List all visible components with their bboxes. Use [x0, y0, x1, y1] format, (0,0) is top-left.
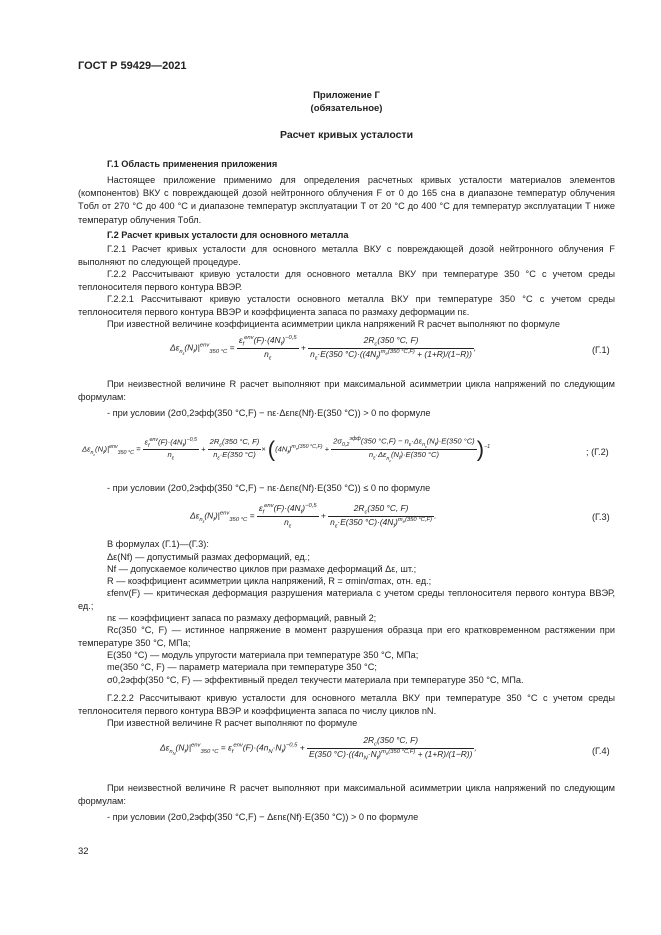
condition-3: - при условии (2σ0,2эфф(350 °C,F) − Δεnε(Nf)·E(350 °C)) > 0 по формуле: [107, 812, 419, 822]
paragraph-g222: Г.2.2.2 Рассчитывают кривую усталости для основного металла ВКУ при температуре 350 °C с учетом среды теплоносителя первого контура ВВЭР и коэффициента запаса по числу циклов nN.: [78, 693, 615, 717]
formula-g1: $\Delta\varepsilon_{n_\varepsilon}(N_f)|^{env}_{350 ^\circ C}$ = $\frac{\varepsilon_f^{env}(F)\cdot(4N_f)^{-0,5}}{n_\varepsilon}$ + $\frac{2R_c(350 ^\circ C, F)}{n_\varepsilon\cdot E(350 ^\circ C)\cdot((4N_f)^{m_e(350 ^\circ C,F)} + (1+R)/(1-R))}$ ,: [170, 335, 477, 362]
formula-g3: $\Delta\varepsilon_{n_\varepsilon}(N_f)|^{env}_{350 ^\circ C}$ = $\frac{\varepsilon_f^{env}(F)\cdot(4N_f)^{-0,5}}{n_\varepsilon}$ + $\frac{2R_c(350 ^\circ C, F)}{n_\varepsilon\cdot E(350 ^\circ C)\cdot(4N_f)^{m_e(350 ^\circ C,F)}}$ .: [190, 503, 437, 530]
legend-item: E(350 °C) — модуль упругости материала при температуре 350 °C, МПа;: [107, 650, 419, 660]
formula-g2: $\Delta\varepsilon_{n_\varepsilon}(N_f)|^{env}_{350 ^\circ C}$ = $\frac{\varepsilon_f^{env}(F)\cdot(4N_f)^{-0,5}}{n_\varepsilon}$ + $\frac{2R_c(350 ^\circ C, F)}{n_\varepsilon\cdot E(350 ^\circ C)}$ × ($(4N_f)^{m_e(350 ^\circ C,F)}$ + $\frac{2\sigma_{0,2}^{эфф}(350 ^\circ C,F) - n_\varepsilon\cdot\Delta\varepsilon_{n_\varepsilon}(N_f)\cdot E(350 ^\circ C)}{n_\varepsilon\cdot\Delta\varepsilon_{n_\varepsilon}(N_f)\cdot E(350 ^\circ C)}$ )$^{-1}$: [82, 436, 491, 463]
formula-g4-number: (Г.4): [592, 746, 610, 756]
appendix-title: Приложение Г: [313, 90, 380, 101]
legend-item: σ0,2эфф(350 °C, F) — эффективный предел текучести материала при температуре 350 °C, МПа.: [107, 675, 524, 685]
legend-item: R — коэффициент асимметрии цикла напряжений, R = σmin/σmax, отн. ед.;: [107, 576, 432, 586]
legend-item: Δε(Nf) — допустимый размах деформаций, ед.;: [107, 552, 310, 562]
appendix-status: (обязательное): [310, 103, 383, 114]
paragraph-known-r: При известной величине коэффициента асимметрии цикла напряжений R расчет выполняют по формуле: [107, 319, 560, 329]
paragraph-g221: Г.2.2.1 Рассчитывают кривую усталости основного металла ВКУ при температуре 350 °C с учетом среды теплоносителя первого контура ВВЭР и коэффициента запаса по размаху деформации nε.: [78, 294, 615, 318]
page-number: 32: [78, 846, 89, 857]
paragraph-unknown-r: При неизвестной величине R расчет выполняют при максимальной асимметрии цикла напряжений по следующим формулам:: [78, 379, 615, 403]
condition-1: - при условии (2σ0,2эфф(350 °C,F) − nε·Δεnε(Nf)·E(350 °C)) > 0 по формуле: [107, 408, 431, 418]
legend-item: me(350 °C, F) — параметр материала при температуре 350 °C;: [107, 662, 377, 672]
section-1-heading: Г.1 Область применения приложения: [107, 159, 278, 169]
formula-g2-number: ; (Г.2): [586, 447, 609, 457]
formula-g1-number: (Г.1): [592, 345, 610, 355]
legend-item: εfenv(F) — критическая деформация разрушения материала с учетом среды теплоносителя первого контура ВВЭР, ед.;: [78, 588, 615, 612]
main-title: Расчет кривых усталости: [279, 129, 414, 141]
paragraph-g22: Г.2.2 Рассчитывают кривую усталости для основного металла ВКУ при температуре 350 °C с учетом среды теплоносителя первого контура ВВЭР.: [78, 269, 615, 293]
paragraph-unknown-r-2: При неизвестной величине R расчет выполняют при максимальной асимметрии цикла напряжений по следующим формулам:: [78, 783, 615, 807]
section-1-text: Настоящее приложение применимо для определения расчетных кривых усталости материалов элементов (компонентов) ВКУ с повреждающей дозой нейтронного облучения F от 0 до 165 сна в диапазоне температур облучения Tобл от 270 °C до 400 °C и диапазоне температур эксплуатации T от 20 °C до 400 °C для температур эксплуатации T ниже температур облучения Tобл.: [78, 175, 615, 225]
formula-g3-number: (Г.3): [592, 512, 610, 522]
legend-item: Nf — допускаемое количество циклов при размахе деформаций Δε, шт.;: [107, 564, 417, 574]
formula-g4: $\Delta\varepsilon_{n_N}(N_f)|^{env}_{350 ^\circ C} = \varepsilon_f^{env}(F)\cdot(4n_N\cdot N_f)^{-0,5}$ + $\frac{2R_c(350 ^\circ C, F)}{E(350 ^\circ C)\cdot((4n_N\cdot N_f)^{m_e(350 ^\circ C,F)} + (1+R)/(1-R))}$ ,: [160, 735, 477, 762]
legend-item: Rc(350 °C, F) — истинное напряжение в момент разрушения образца при его кратковременном растяжении при температуре 350 °C, МПа;: [78, 625, 615, 649]
standard-header: ГОСТ Р 59429—2021: [78, 60, 187, 72]
condition-2: - при условии (2σ0,2эфф(350 °C,F) − nε·Δεnε(Nf)·E(350 °C)) ≤ 0 по формуле: [107, 483, 431, 493]
legend-item: nε — коэффициент запаса по размаху деформаций, равный 2;: [107, 613, 377, 623]
section-2-heading: Г.2 Расчет кривых усталости для основного металла: [107, 230, 349, 240]
paragraph-known-r-2: При известной величине R расчет выполняют по формуле: [107, 718, 358, 728]
legend-intro: В формулах (Г.1)—(Г.3):: [107, 539, 209, 549]
paragraph-g21: Г.2.1 Расчет кривых усталости для основного металла ВКУ с повреждающей дозой нейтронного облучения F выполняют по следующей процедуре.: [78, 244, 615, 268]
